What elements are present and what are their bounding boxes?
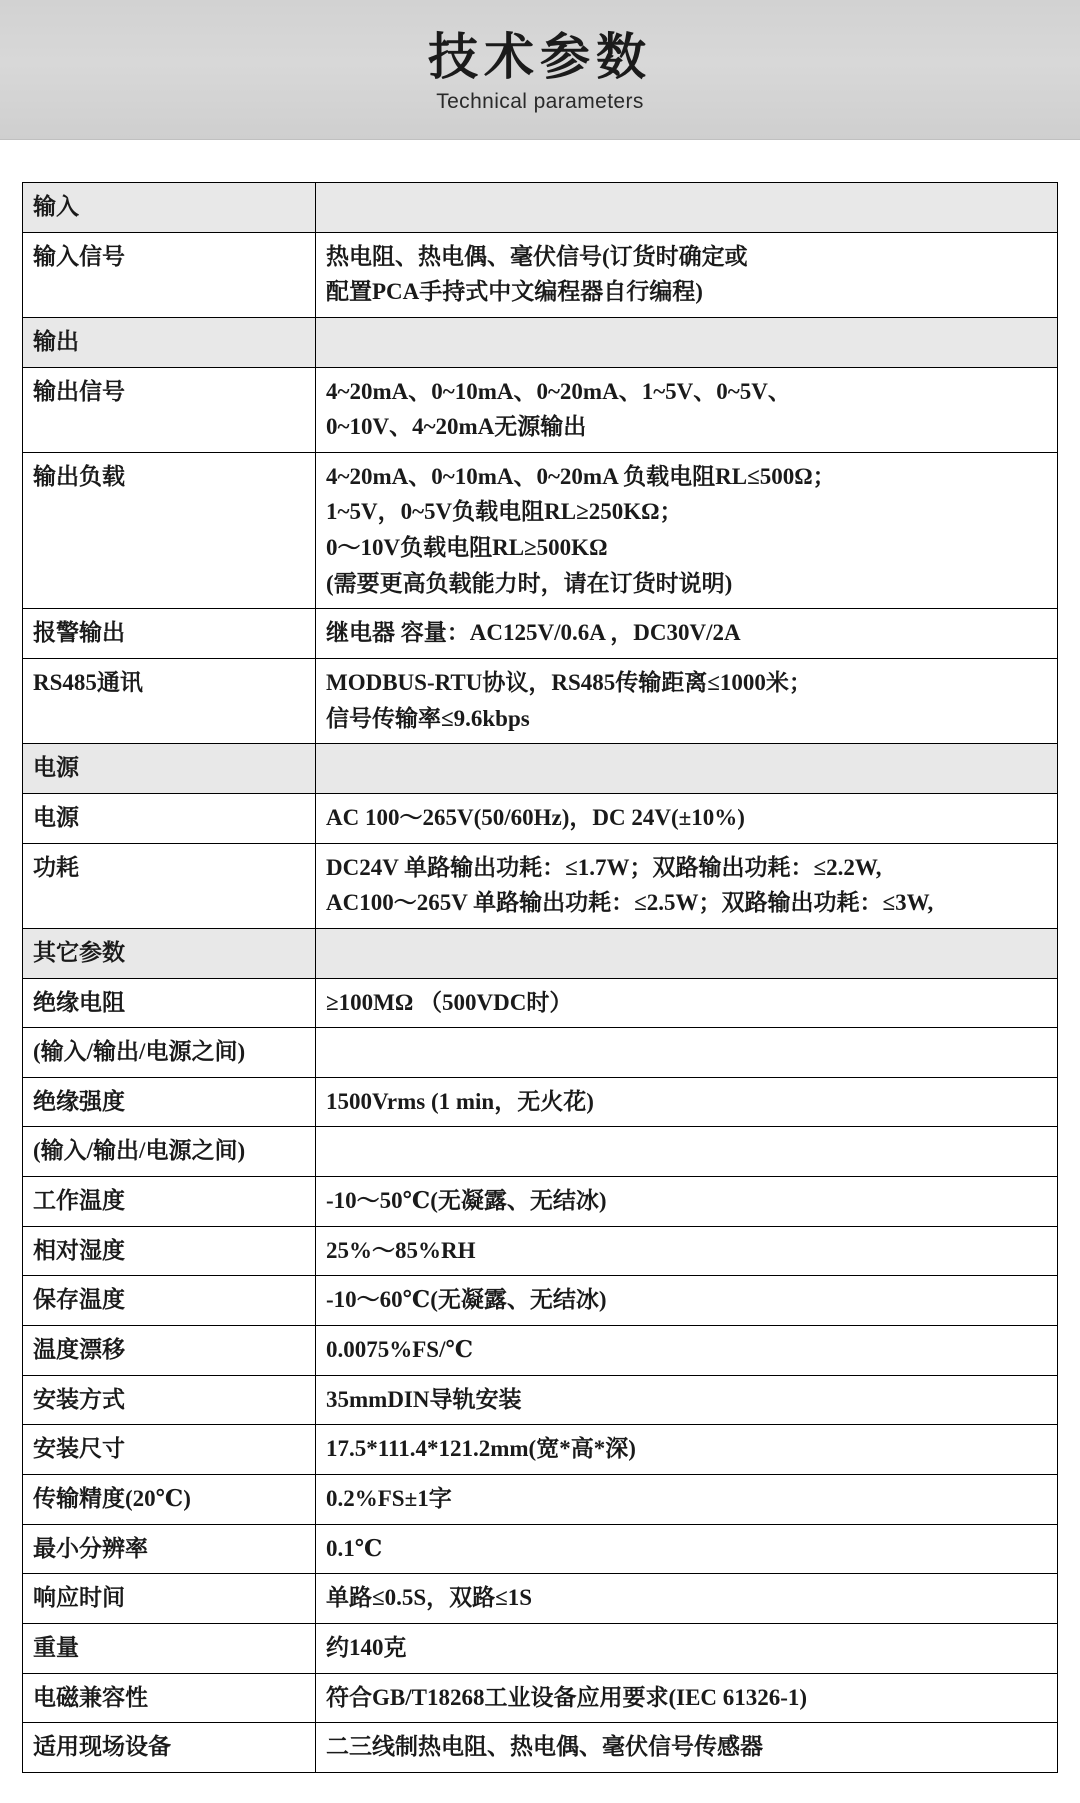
table-row-value-line: AC100～265V 单路输出功耗：≤2.5W；双路输出功耗：≤3W,	[326, 890, 934, 916]
table-row-label: 相对湿度	[23, 1226, 316, 1276]
table-row-label: 输出负载	[23, 452, 316, 609]
table-row-value-line: ≥100MΩ （500VDC时）	[326, 989, 573, 1015]
table-row-label: (输入/输出/电源之间)	[23, 1127, 316, 1177]
table-row	[23, 1723, 1058, 1773]
table-row-value	[316, 232, 1058, 317]
table-section-row	[23, 744, 1058, 794]
table-row-label: 报警输出	[23, 609, 316, 659]
table-section-row	[23, 928, 1058, 978]
table-row	[23, 843, 1058, 928]
table-row-value	[316, 978, 1058, 1028]
table-row	[23, 1276, 1058, 1326]
table-row	[23, 1474, 1058, 1524]
table-row-value	[316, 1177, 1058, 1227]
table-row	[23, 659, 1058, 744]
table-row-value-line: 17.5*111.4*121.2mm(宽*高*深)	[326, 1436, 636, 1462]
table-row-value-line: AC 100～265V(50/60Hz)，DC 24V(±10%)	[326, 804, 745, 830]
table-row	[23, 1326, 1058, 1376]
table-row	[23, 1623, 1058, 1673]
table-row-value	[316, 1276, 1058, 1326]
table-row-value-line: 0.1℃	[326, 1535, 383, 1561]
table-row-label: 安装方式	[23, 1375, 316, 1425]
table-row	[23, 978, 1058, 1028]
table-row-label: 功耗	[23, 843, 316, 928]
table-row-value-line: 1~5V，0~5V负载电阻RL≥250KΩ；	[326, 499, 683, 525]
table-row	[23, 367, 1058, 452]
table-row	[23, 609, 1058, 659]
table-row-value-line: 4~20mA、0~10mA、0~20mA、1~5V、0~5V、	[326, 378, 791, 404]
table-row-value	[316, 1028, 1058, 1078]
table-row-label: 输入信号	[23, 232, 316, 317]
table-row-label: 温度漂移	[23, 1326, 316, 1376]
table-row-value	[316, 452, 1058, 609]
table-row-value-line: (需要更高负载能力时，请在订货时说明)	[326, 570, 733, 596]
table-row-label: 电源	[23, 744, 316, 794]
table-row-value	[316, 1326, 1058, 1376]
table-row-value	[316, 928, 1058, 978]
table-row-value-line: 信号传输率≤9.6kbps	[326, 705, 530, 731]
table-row-label: 绝缘电阻	[23, 978, 316, 1028]
table-row	[23, 1226, 1058, 1276]
table-row-label: 适用现场设备	[23, 1723, 316, 1773]
table-row	[23, 1524, 1058, 1574]
table-row-value	[316, 1425, 1058, 1475]
table-row-value-line: MODBUS-RTU协议，RS485传输距离≤1000米；	[326, 670, 812, 696]
page-subtitle: Technical parameters	[436, 89, 644, 113]
table-row-value-line: 35mmDIN导轨安装	[326, 1386, 522, 1412]
table-row-value	[316, 367, 1058, 452]
table-row	[23, 1425, 1058, 1475]
table-row	[23, 452, 1058, 609]
table-row-label: 输入	[23, 183, 316, 233]
table-row	[23, 1028, 1058, 1078]
table-row-value-line: 0～10V负载电阻RL≥500KΩ	[326, 535, 608, 561]
table-row	[23, 1673, 1058, 1723]
table-row-value	[316, 1226, 1058, 1276]
table-row-value-line: 热电阻、热电偶、毫伏信号(订货时确定或	[326, 243, 748, 269]
table-row-value-line: 约140克	[326, 1634, 407, 1660]
table-row-value-line: DC24V 单路输出功耗：≤1.7W；双路输出功耗：≤2.2W,	[326, 854, 882, 880]
page-title: 技术参数	[428, 29, 652, 86]
table-row-label: 重量	[23, 1623, 316, 1673]
table-row-value-line: 4~20mA、0~10mA、0~20mA 负载电阻RL≤500Ω；	[326, 463, 836, 489]
table-row-label: 其它参数	[23, 928, 316, 978]
table-row	[23, 1077, 1058, 1127]
table-row-label: (输入/输出/电源之间)	[23, 1028, 316, 1078]
table-row-label: RS485通讯	[23, 659, 316, 744]
table-row-label: 传输精度(20℃)	[23, 1474, 316, 1524]
table-row-label: 绝缘强度	[23, 1077, 316, 1127]
technical-parameters-table	[22, 182, 1058, 1773]
table-row-label: 安装尺寸	[23, 1425, 316, 1475]
table-row-value	[316, 609, 1058, 659]
table-row-value	[316, 793, 1058, 843]
table-row-value	[316, 1524, 1058, 1574]
table-row-value	[316, 659, 1058, 744]
table-row-label: 工作温度	[23, 1177, 316, 1227]
table-row-value-line: 单路≤0.5S，双路≤1S	[326, 1585, 533, 1611]
table-row-value	[316, 843, 1058, 928]
table-row-value	[316, 317, 1058, 367]
table-row-label: 响应时间	[23, 1574, 316, 1624]
table-row-value-line: 二三线制热电阻、热电偶、毫伏信号传感器	[326, 1734, 763, 1760]
table-row	[23, 1177, 1058, 1227]
table-row-value-line: -10～60℃(无凝露、无结冰)	[326, 1287, 607, 1313]
table-row	[23, 1127, 1058, 1177]
table-section-row	[23, 183, 1058, 233]
table-row-value	[316, 1375, 1058, 1425]
table-row-label: 输出信号	[23, 367, 316, 452]
table-section-row	[23, 317, 1058, 367]
table-row-value-line: -10～50℃(无凝露、无结冰)	[326, 1188, 607, 1214]
table-row-value-line: 配置PCA手持式中文编程器自行编程)	[326, 279, 703, 305]
table-row-label: 保存温度	[23, 1276, 316, 1326]
table-row-value-line: 0.0075%FS/℃	[326, 1337, 474, 1363]
table-row	[23, 232, 1058, 317]
table-row	[23, 793, 1058, 843]
table-row-value	[316, 183, 1058, 233]
table-row-value-line: 1500Vrms (1 min，无火花)	[326, 1088, 594, 1114]
table-row	[23, 1574, 1058, 1624]
table-row-value	[316, 1127, 1058, 1177]
table-row-value-line: 继电器 容量：AC125V/0.6A ，DC30V/2A	[326, 620, 741, 646]
table-row-value	[316, 1723, 1058, 1773]
table-row-value	[316, 1623, 1058, 1673]
table-row-value	[316, 1574, 1058, 1624]
table-row-label: 电磁兼容性	[23, 1673, 316, 1723]
table-row-value-line: 符合GB/T18268工业设备应用要求(IEC 61326-1)	[326, 1684, 808, 1710]
spec-table-wrapper	[0, 140, 1080, 1803]
table-row-value	[316, 1474, 1058, 1524]
table-row-value	[316, 744, 1058, 794]
table-row-value-line: 0.2%FS±1字	[326, 1485, 452, 1511]
table-row-value-line: 25%～85%RH	[326, 1237, 476, 1263]
table-row-value	[316, 1077, 1058, 1127]
table-row-value-line: 0~10V、4~20mA无源输出	[326, 414, 587, 440]
table-row-label: 输出	[23, 317, 316, 367]
table-row-value	[316, 1673, 1058, 1723]
page-header	[0, 0, 1080, 140]
table-row	[23, 1375, 1058, 1425]
table-row-label: 电源	[23, 793, 316, 843]
table-row-label: 最小分辨率	[23, 1524, 316, 1574]
